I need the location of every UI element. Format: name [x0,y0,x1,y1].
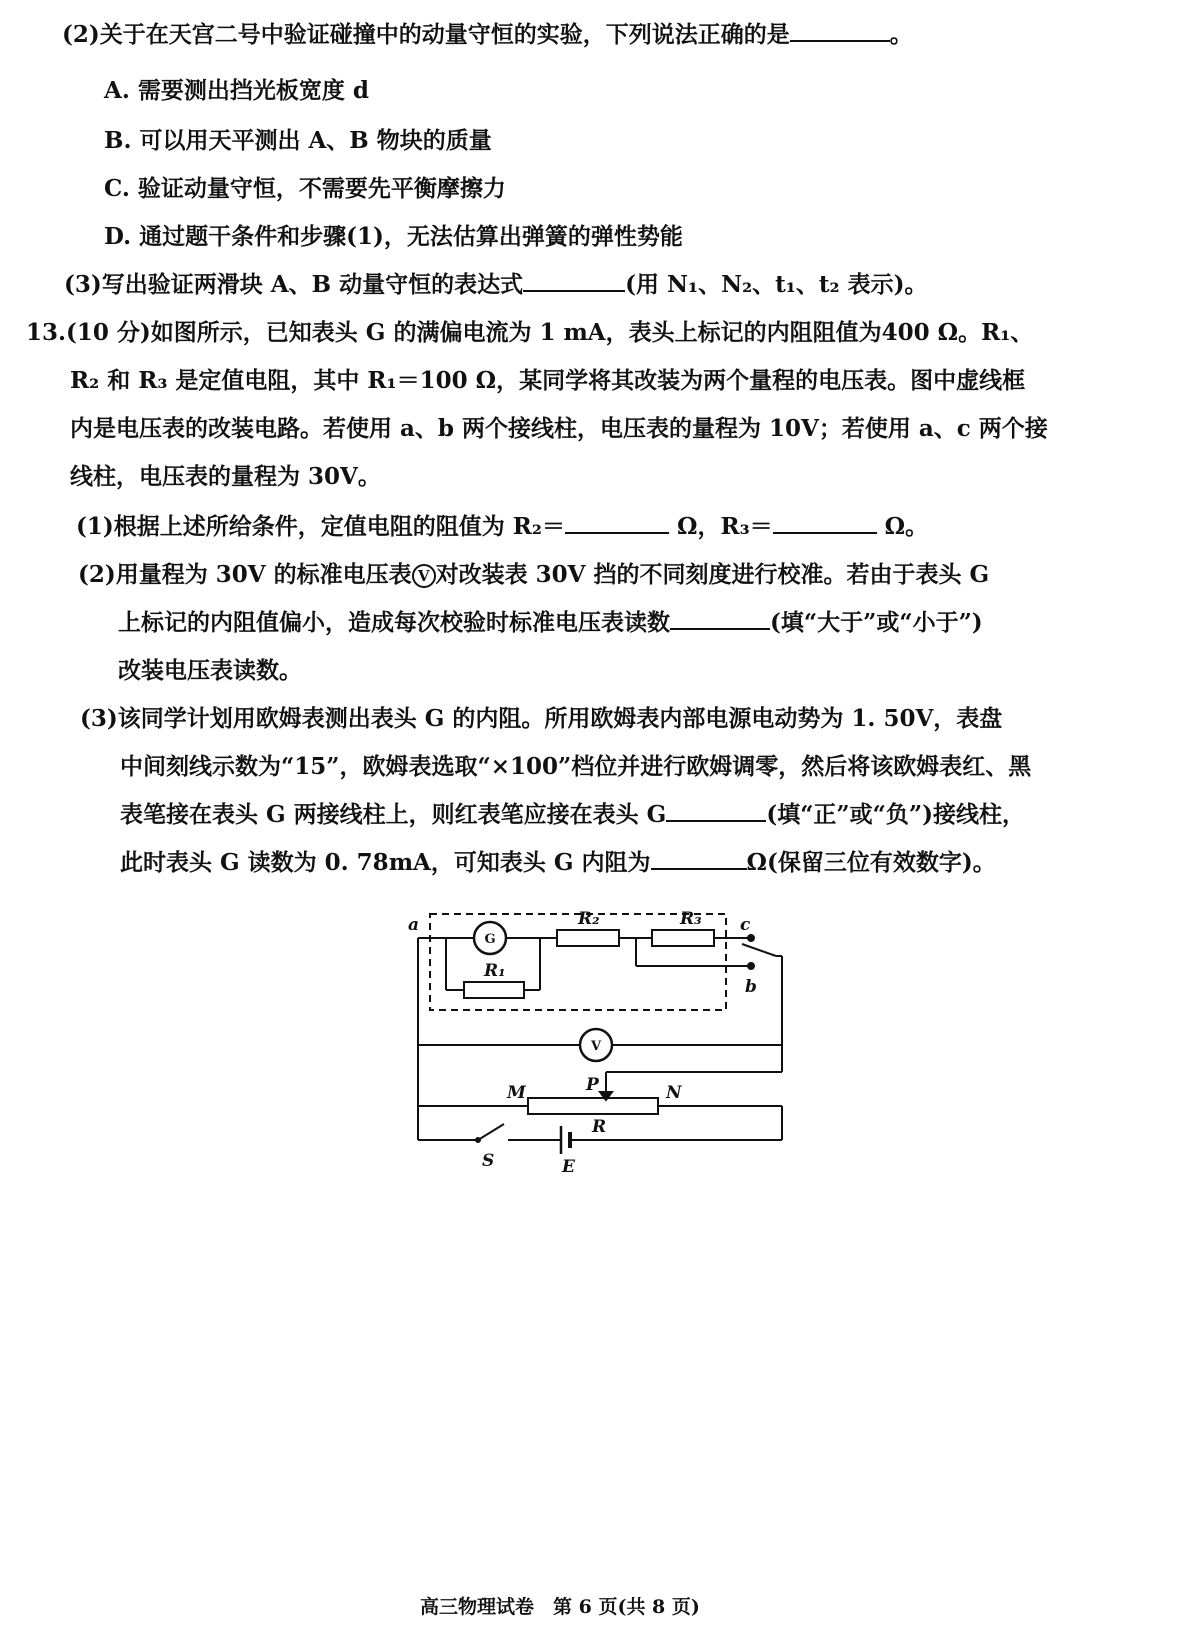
slider-p [600,1092,612,1100]
label-s: S [482,1151,495,1171]
q12-option-a: A. 需要测出挡光板宽度 d [104,77,369,104]
label-r: R [592,1117,607,1137]
q12-part3-blank[interactable] [523,270,625,292]
q12-part3: (3)写出验证两滑块 A、B 动量守恒的表达式 (用 N₁、N₂、t₁、t₂ 表示)。 [64,271,928,298]
label-a: a [408,915,420,935]
q13-part3-line3: 表笔接在表头 G 两接线柱上，则红表笔应接在表头 G (填“正”或“负”)接线柱， [120,801,1025,828]
voltmeter-v [580,1029,612,1061]
q13-stem-line1: 13.(10 分)如图所示，已知表头 G 的满偏电流为 1 mA，表头上标记的内阻阻值为400 Ω。R₁、 [26,319,1034,346]
q12-option-b: B. 可以用天平测出 A、B 物块的质量 [104,127,492,154]
label-b: b [745,977,757,997]
q13-part2-line3: 改装电压表读数。 [118,657,302,684]
label-e: E [562,1157,575,1177]
label-p: P [586,1075,599,1095]
q13-r2-blank[interactable] [565,512,669,534]
terminal-c [748,935,754,941]
q13-part1: (1)根据上述所给条件，定值电阻的阻值为 R₂＝ Ω，R₃＝ Ω。 [76,513,929,540]
terminal-b [748,963,754,969]
q13-stem-line3: 内是电压表的改装电路。若使用 a、b 两个接线柱，电压表的量程为 10V；若使用 a、c 两个接 [70,415,1048,442]
label-c: c [740,915,751,935]
rheostat-r [528,1098,658,1114]
resistor-r3 [652,930,714,946]
label-g: G [484,932,496,947]
label-r1: R₁ [484,961,506,981]
label-n: N [666,1083,682,1103]
page-footer: 高三物理试卷 第 6 页(共 8 页) [420,1596,700,1618]
galvanometer-g [474,922,506,954]
q13-r3-blank[interactable] [773,512,877,534]
q13-part3-line4: 此时表头 G 读数为 0. 78mA，可知表头 G 内阻为 Ω(保留三位有效数字)。 [120,849,996,876]
q12-part2: (2)关于在天宫二号中验证碰撞中的动量守恒的实验，下列说法正确的是 。 [62,21,913,48]
resistor-r1 [464,982,524,998]
q12-option-c: C. 验证动量守恒，不需要先平衡摩擦力 [104,175,506,202]
q12-part2-blank[interactable] [790,20,890,42]
resistor-r2 [557,930,619,946]
switch-s [478,1124,504,1140]
label-m: M [507,1083,526,1103]
q13-part2-line2: 上标记的内阻值偏小，造成每次校验时标准电压表读数 (填“大于”或“小于”) [118,609,983,636]
q12-option-d: D. 通过题干条件和步骤(1)，无法估算出弹簧的弹性势能 [104,223,683,250]
q13-stem-line2: R₂ 和 R₃ 是定值电阻，其中 R₁＝100 Ω，某同学将其改装为两个量程的电压表。图中虚线框 [70,367,1026,394]
q13-part3-line2: 中间刻线示数为“15”，欧姆表选取“×100”档位并进行欧姆调零，然后将该欧姆表红、黑 [120,753,1032,780]
selector-switch [742,944,776,956]
label-r2: R₂ [578,909,600,929]
q13-part3-line1: (3)该同学计划用欧姆表测出表头 G 的内阻。所用欧姆表内部电源电动势为 1. 50V，表盘 [80,705,1003,732]
dashed-box [430,914,726,1010]
q13-part2-blank[interactable] [670,608,770,630]
label-v: V [590,1039,602,1054]
voltmeter-symbol: V [412,564,436,588]
q13-part2-line1: (2)用量程为 30V 的标准电压表 V 对改装表 30V 挡的不同刻度进行校准。若由于表头 G [78,561,990,588]
label-r3: R₃ [680,909,702,929]
q13-terminal-blank[interactable] [666,800,766,822]
q13-stem-line4: 线柱，电压表的量程为 30V。 [70,463,381,490]
q13-resistance-blank[interactable] [651,848,747,870]
